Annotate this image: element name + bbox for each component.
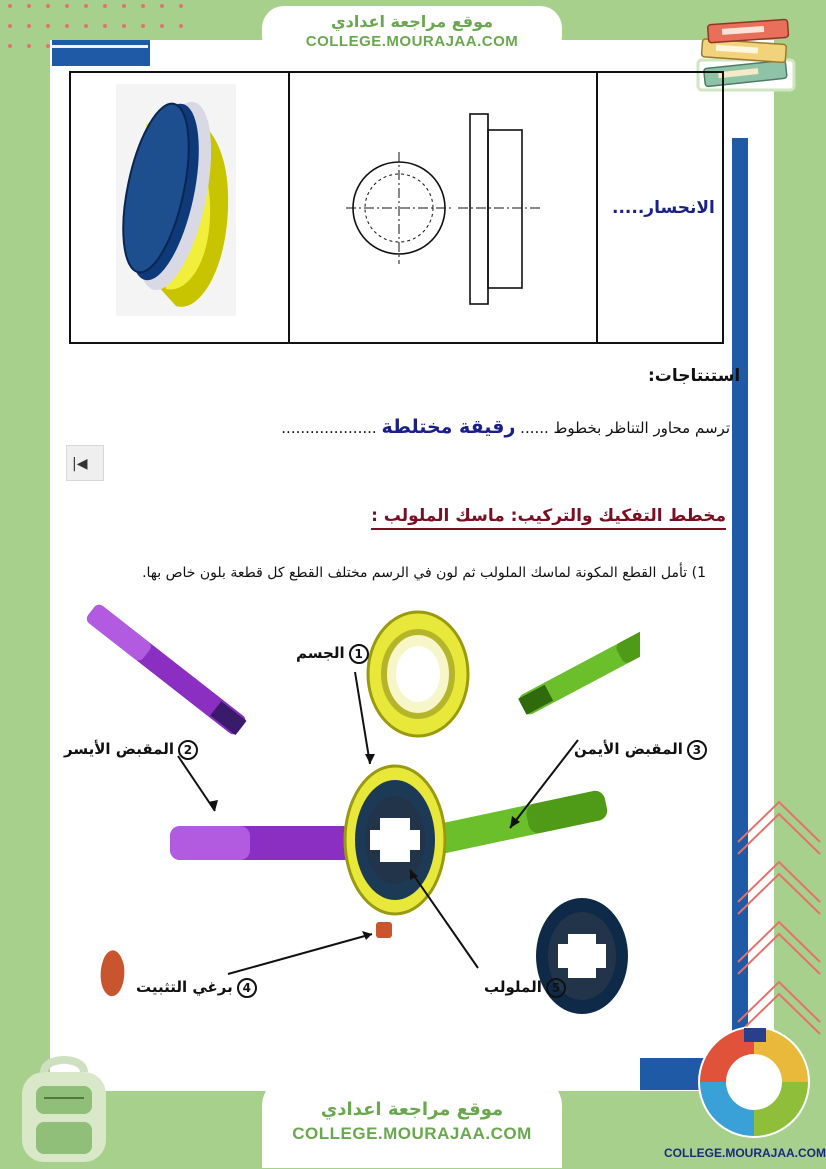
decor-dot	[103, 4, 107, 8]
backpack-icon	[14, 1052, 114, 1166]
site-name: موقع مراجعة اعدادي	[330, 12, 494, 31]
technical-drawing	[346, 104, 546, 312]
part-number: 3	[687, 740, 707, 760]
table-divider	[288, 73, 290, 342]
decor-dot	[27, 44, 31, 48]
site-name: موقع مراجعة اعدادي	[320, 1099, 504, 1120]
part-name: الجسم	[296, 644, 345, 662]
decor-dot	[46, 24, 50, 28]
frame-left	[0, 0, 50, 1169]
decor-dot	[141, 24, 145, 28]
part-number: 1	[349, 644, 369, 664]
conclusion-suffix: ....................	[281, 419, 377, 437]
decor-dot	[8, 4, 12, 8]
decor-dot	[160, 4, 164, 8]
instruction: 1) تأمل القطع المكونة لماسك الملولب ثم لون في الرسم مختلف القطع كل قطعة بلون خاص بها.	[142, 565, 706, 581]
blue-corner-tab	[52, 40, 150, 66]
section-title: مخطط التفكيك والتركيب: ماسك الملولب :	[371, 506, 726, 530]
site-url: COLLEGE.MOURAJAA.COM	[305, 33, 519, 50]
conclusions-heading: استنتاجات:	[648, 366, 741, 386]
decor-dot	[122, 4, 126, 8]
part-3d-image	[116, 84, 236, 316]
site-url: COLLEGE.MOURAJAA.COM	[292, 1124, 532, 1143]
decor-dot	[65, 24, 69, 28]
conclusion-line	[281, 416, 730, 438]
part-number: 4	[237, 978, 257, 998]
conclusion-answer: رقيقة مختلطة	[381, 416, 516, 438]
decor-dot	[84, 4, 88, 8]
decor-dot	[46, 4, 50, 8]
decor-dot	[8, 24, 12, 28]
part-number: 2	[178, 740, 198, 760]
part-label-3	[574, 740, 707, 760]
part-name: برغي التثبيت	[136, 978, 233, 996]
site-badge-top[interactable]	[262, 6, 562, 58]
decor-dot	[27, 24, 31, 28]
nav-first-icon[interactable]: |◀	[72, 456, 88, 472]
decor-dot	[65, 4, 69, 8]
body-part-image	[368, 612, 468, 736]
conclusion-prefix: ترسم محاور التناظر بخطوط ......	[520, 419, 730, 437]
logo-caption: COLLEGE.MOURAJAA.COM	[664, 1146, 826, 1160]
decor-dot	[27, 4, 31, 8]
part-number: 5	[546, 978, 566, 998]
decor-dot	[103, 24, 107, 28]
table-divider	[596, 73, 598, 342]
education-globe-logo	[692, 1020, 816, 1144]
decor-dot	[141, 4, 145, 8]
decor-dot	[122, 24, 126, 28]
row-label: الانحسار.....	[612, 198, 715, 218]
nav-control[interactable]	[66, 445, 104, 481]
part-label-5	[484, 978, 566, 998]
decor-dot	[179, 4, 183, 8]
decor-dot	[179, 24, 183, 28]
decor-dot	[84, 24, 88, 28]
part-label-1	[296, 644, 369, 664]
decor-dot	[160, 24, 164, 28]
decor-dot	[8, 44, 12, 48]
part-label-2	[64, 740, 198, 760]
site-badge-bottom[interactable]	[262, 1076, 562, 1168]
chevron-up-icon	[734, 792, 824, 1042]
part-name: المقبض الأيمن	[574, 740, 683, 758]
part-name: المقبض الأيسر	[64, 740, 174, 758]
part-name: الملولب	[484, 978, 542, 996]
part-label-4	[136, 978, 257, 998]
